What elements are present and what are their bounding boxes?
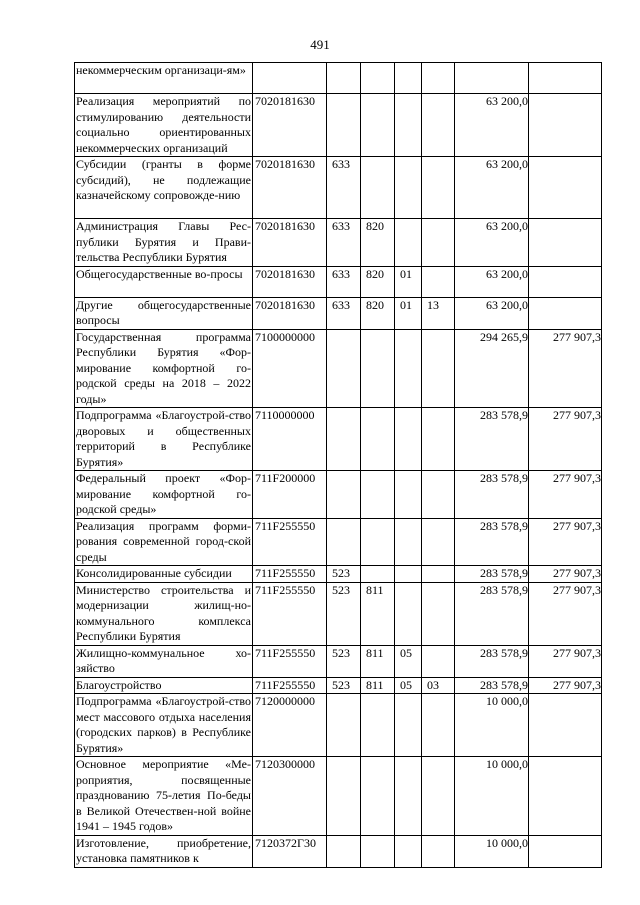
row-grbs-cell — [327, 471, 361, 519]
row-grbs-cell: 633 — [327, 219, 361, 267]
row-ved-cell — [361, 757, 395, 836]
page-number: 491 — [310, 37, 330, 52]
row-name-cell: Подпрограмма «Благоустрой-ство дворовых и общественных территорий в Республике Бурятия» — [76, 408, 251, 469]
row-name-cell: Другие общегосударственные вопросы — [76, 297, 251, 327]
row-pr-cell — [422, 63, 455, 94]
row-code-cell: 7020181630 — [253, 94, 327, 157]
row-code-cell: 711F200000 — [253, 471, 327, 519]
row-sum-2020-cell: 283 578,9 — [455, 677, 529, 694]
row-code-cell: 711F255550 — [253, 518, 327, 566]
row-grbs-cell: 523 — [327, 645, 361, 677]
row-pr-cell — [422, 94, 455, 157]
row-sum-2020-cell: 63 200,0 — [455, 157, 529, 219]
row-sum-2021-cell: 277 907,3 — [529, 677, 602, 694]
row-grbs-cell: 523 — [327, 677, 361, 694]
row-sum-2021-cell — [529, 219, 602, 267]
row-name-cell: Общегосударственные во-просы — [75, 266, 253, 297]
row-sum-2021-cell: 277 907,3 — [529, 645, 602, 677]
table-row — [75, 566, 602, 583]
row-sum-2021-cell — [529, 297, 602, 329]
row-code-cell: 711F255550 — [253, 566, 327, 583]
row-code-cell: 7120372Г30 — [253, 835, 327, 867]
row-code-cell: 7120300000 — [253, 757, 327, 836]
row-sum-2021-cell — [529, 835, 602, 867]
budget-table — [74, 62, 602, 868]
row-code-cell: 711F255550 — [253, 677, 327, 694]
row-name-cell: Министерство строительства и модернизации жилищ-но-коммунального комплекса Республики Бурятия — [76, 582, 251, 643]
row-rz-cell — [395, 518, 422, 566]
row-name-cell: Основное мероприятие «Ме-роприятия, посвященные празднованию 75-летия По-беды в Великой Отечествен-ной войне 1941 – 1945 годов» — [76, 757, 251, 833]
row-grbs-cell: 523 — [327, 566, 361, 583]
row-ved-cell — [361, 694, 395, 757]
row-code-cell: 711F255550 — [253, 645, 327, 677]
row-sum-2020-cell: 63 200,0 — [455, 219, 529, 267]
table-row — [75, 63, 602, 94]
row-sum-2020-cell: 283 578,9 — [455, 518, 529, 566]
row-grbs-cell — [327, 63, 361, 94]
row-name-cell: Изготовление, приобретение, установка памятников к — [76, 835, 251, 865]
row-name-cell: Жилищно-коммунальное хо-зяйство — [76, 645, 251, 675]
table-row — [75, 694, 602, 757]
row-sum-2020-cell: 63 200,0 — [455, 266, 529, 297]
row-pr-cell — [422, 757, 455, 836]
row-code-cell: 711F255550 — [253, 582, 327, 645]
row-sum-2021-cell: 277 907,3 — [529, 329, 602, 408]
row-sum-2020-cell: 63 200,0 — [455, 297, 529, 329]
row-code-cell — [253, 63, 327, 94]
table-row — [75, 329, 602, 408]
row-rz-cell: 01 — [395, 266, 422, 297]
row-rz-cell — [395, 94, 422, 157]
row-grbs-cell — [327, 694, 361, 757]
row-name-cell: Федеральный проект «Фор-мирование комфортной го-родской среды» — [76, 471, 251, 516]
row-grbs-cell: 633 — [327, 157, 361, 219]
row-ved-cell — [361, 157, 395, 219]
row-sum-2020-cell: 283 578,9 — [455, 471, 529, 519]
row-pr-cell: 13 — [422, 297, 455, 329]
table-row — [75, 677, 602, 694]
row-name-cell: некоммерческим организаци-ям» — [75, 63, 253, 94]
row-pr-cell — [422, 645, 455, 677]
row-grbs-cell: 633 — [327, 266, 361, 297]
row-pr-cell — [422, 835, 455, 867]
table-row — [75, 297, 602, 329]
row-ved-cell — [361, 518, 395, 566]
row-name-cell: Субсидии (гранты в форме субсидий), не подлежащие казначейскому сопровожде-нию — [75, 157, 253, 219]
row-sum-2020-cell: 283 578,9 — [455, 645, 529, 677]
row-ved-cell — [361, 63, 395, 94]
row-grbs-cell — [327, 835, 361, 867]
table-row — [75, 266, 602, 297]
row-grbs-cell — [327, 408, 361, 471]
row-pr-cell — [422, 219, 455, 267]
row-rz-cell — [395, 694, 422, 757]
row-pr-cell — [422, 329, 455, 408]
row-grbs-cell: 523 — [327, 582, 361, 645]
row-sum-2021-cell: 277 907,3 — [529, 518, 602, 566]
row-code-cell: 7110000000 — [253, 408, 327, 471]
row-ved-cell — [361, 94, 395, 157]
row-name-cell: Государственная программа Республики Бурятия «Фор-мирование комфортной го-родской среды на 2018 – 2022 годы» — [76, 329, 251, 406]
row-ved-cell: 811 — [361, 677, 395, 694]
row-grbs-cell: 633 — [327, 297, 361, 329]
row-sum-2020-cell — [455, 63, 529, 94]
table-row — [75, 157, 602, 219]
row-sum-2021-cell — [529, 157, 602, 219]
row-code-cell: 7120000000 — [253, 694, 327, 757]
row-pr-cell — [422, 518, 455, 566]
row-code-cell: 7020181630 — [253, 266, 327, 297]
row-grbs-cell — [327, 94, 361, 157]
row-sum-2020-cell: 283 578,9 — [455, 582, 529, 645]
row-sum-2021-cell — [529, 94, 602, 157]
table-row — [75, 471, 602, 519]
row-pr-cell — [422, 471, 455, 519]
table-row — [75, 219, 602, 267]
row-sum-2020-cell: 63 200,0 — [455, 94, 529, 157]
row-sum-2021-cell: 277 907,3 — [529, 471, 602, 519]
row-rz-cell — [395, 63, 422, 94]
row-ved-cell — [361, 471, 395, 519]
row-sum-2020-cell: 283 578,9 — [455, 408, 529, 471]
row-grbs-cell — [327, 518, 361, 566]
table-row — [75, 757, 602, 836]
table-row — [75, 582, 602, 645]
row-code-cell: 7020181630 — [253, 219, 327, 267]
row-rz-cell — [395, 582, 422, 645]
row-pr-cell — [422, 266, 455, 297]
row-pr-cell: 03 — [422, 677, 455, 694]
row-ved-cell: 820 — [361, 297, 395, 329]
row-code-cell: 7020181630 — [253, 157, 327, 219]
row-name-cell: Подпрограмма «Благоустрой-ство мест массового отдыха населения (городских парков) в Республике Бурятия» — [76, 694, 251, 755]
row-sum-2020-cell: 10 000,0 — [455, 757, 529, 836]
table-row — [75, 94, 602, 157]
row-rz-cell: 05 — [395, 677, 422, 694]
row-rz-cell — [395, 329, 422, 408]
table-row — [75, 835, 602, 867]
row-sum-2020-cell: 283 578,9 — [455, 566, 529, 583]
table-row — [75, 518, 602, 566]
row-name-cell: Реализация программ форми-рования современной город-ской среды — [76, 518, 251, 564]
row-pr-cell — [422, 566, 455, 583]
row-sum-2021-cell: 277 907,3 — [529, 408, 602, 471]
row-rz-cell — [395, 566, 422, 583]
row-sum-2020-cell: 10 000,0 — [455, 835, 529, 867]
row-pr-cell — [422, 694, 455, 757]
row-ved-cell — [361, 329, 395, 408]
row-ved-cell — [361, 835, 395, 867]
row-rz-cell: 01 — [395, 297, 422, 329]
row-name-cell: Консолидированные субсидии — [75, 566, 253, 583]
row-rz-cell — [395, 757, 422, 836]
row-rz-cell: 05 — [395, 645, 422, 677]
row-pr-cell — [422, 408, 455, 471]
row-ved-cell — [361, 408, 395, 471]
row-name-cell: Благоустройство — [75, 677, 253, 694]
row-rz-cell — [395, 835, 422, 867]
row-grbs-cell — [327, 329, 361, 408]
table-row — [75, 645, 602, 677]
row-grbs-cell — [327, 757, 361, 836]
row-sum-2021-cell — [529, 694, 602, 757]
row-pr-cell — [422, 582, 455, 645]
row-ved-cell: 811 — [361, 645, 395, 677]
row-rz-cell — [395, 408, 422, 471]
row-ved-cell: 811 — [361, 582, 395, 645]
row-code-cell: 7100000000 — [253, 329, 327, 408]
row-ved-cell: 820 — [361, 219, 395, 267]
row-name-cell: Реализация мероприятий по стимулированию деятельности социально ориентированных некоммерческих организаций — [76, 94, 251, 155]
row-name-cell: Администрация Главы Рес-публики Бурятия и Прави-тельства Республики Бурятия — [76, 219, 251, 264]
row-sum-2021-cell — [529, 757, 602, 836]
row-sum-2021-cell: 277 907,3 — [529, 566, 602, 583]
row-ved-cell — [361, 566, 395, 583]
row-sum-2020-cell: 10 000,0 — [455, 694, 529, 757]
row-rz-cell — [395, 471, 422, 519]
row-sum-2021-cell — [529, 266, 602, 297]
row-sum-2021-cell — [529, 63, 602, 94]
row-sum-2020-cell: 294 265,9 — [455, 329, 529, 408]
row-rz-cell — [395, 157, 422, 219]
row-ved-cell: 820 — [361, 266, 395, 297]
row-pr-cell — [422, 157, 455, 219]
table-row — [75, 408, 602, 471]
row-rz-cell — [395, 219, 422, 267]
row-sum-2021-cell: 277 907,3 — [529, 582, 602, 645]
row-code-cell: 7020181630 — [253, 297, 327, 329]
